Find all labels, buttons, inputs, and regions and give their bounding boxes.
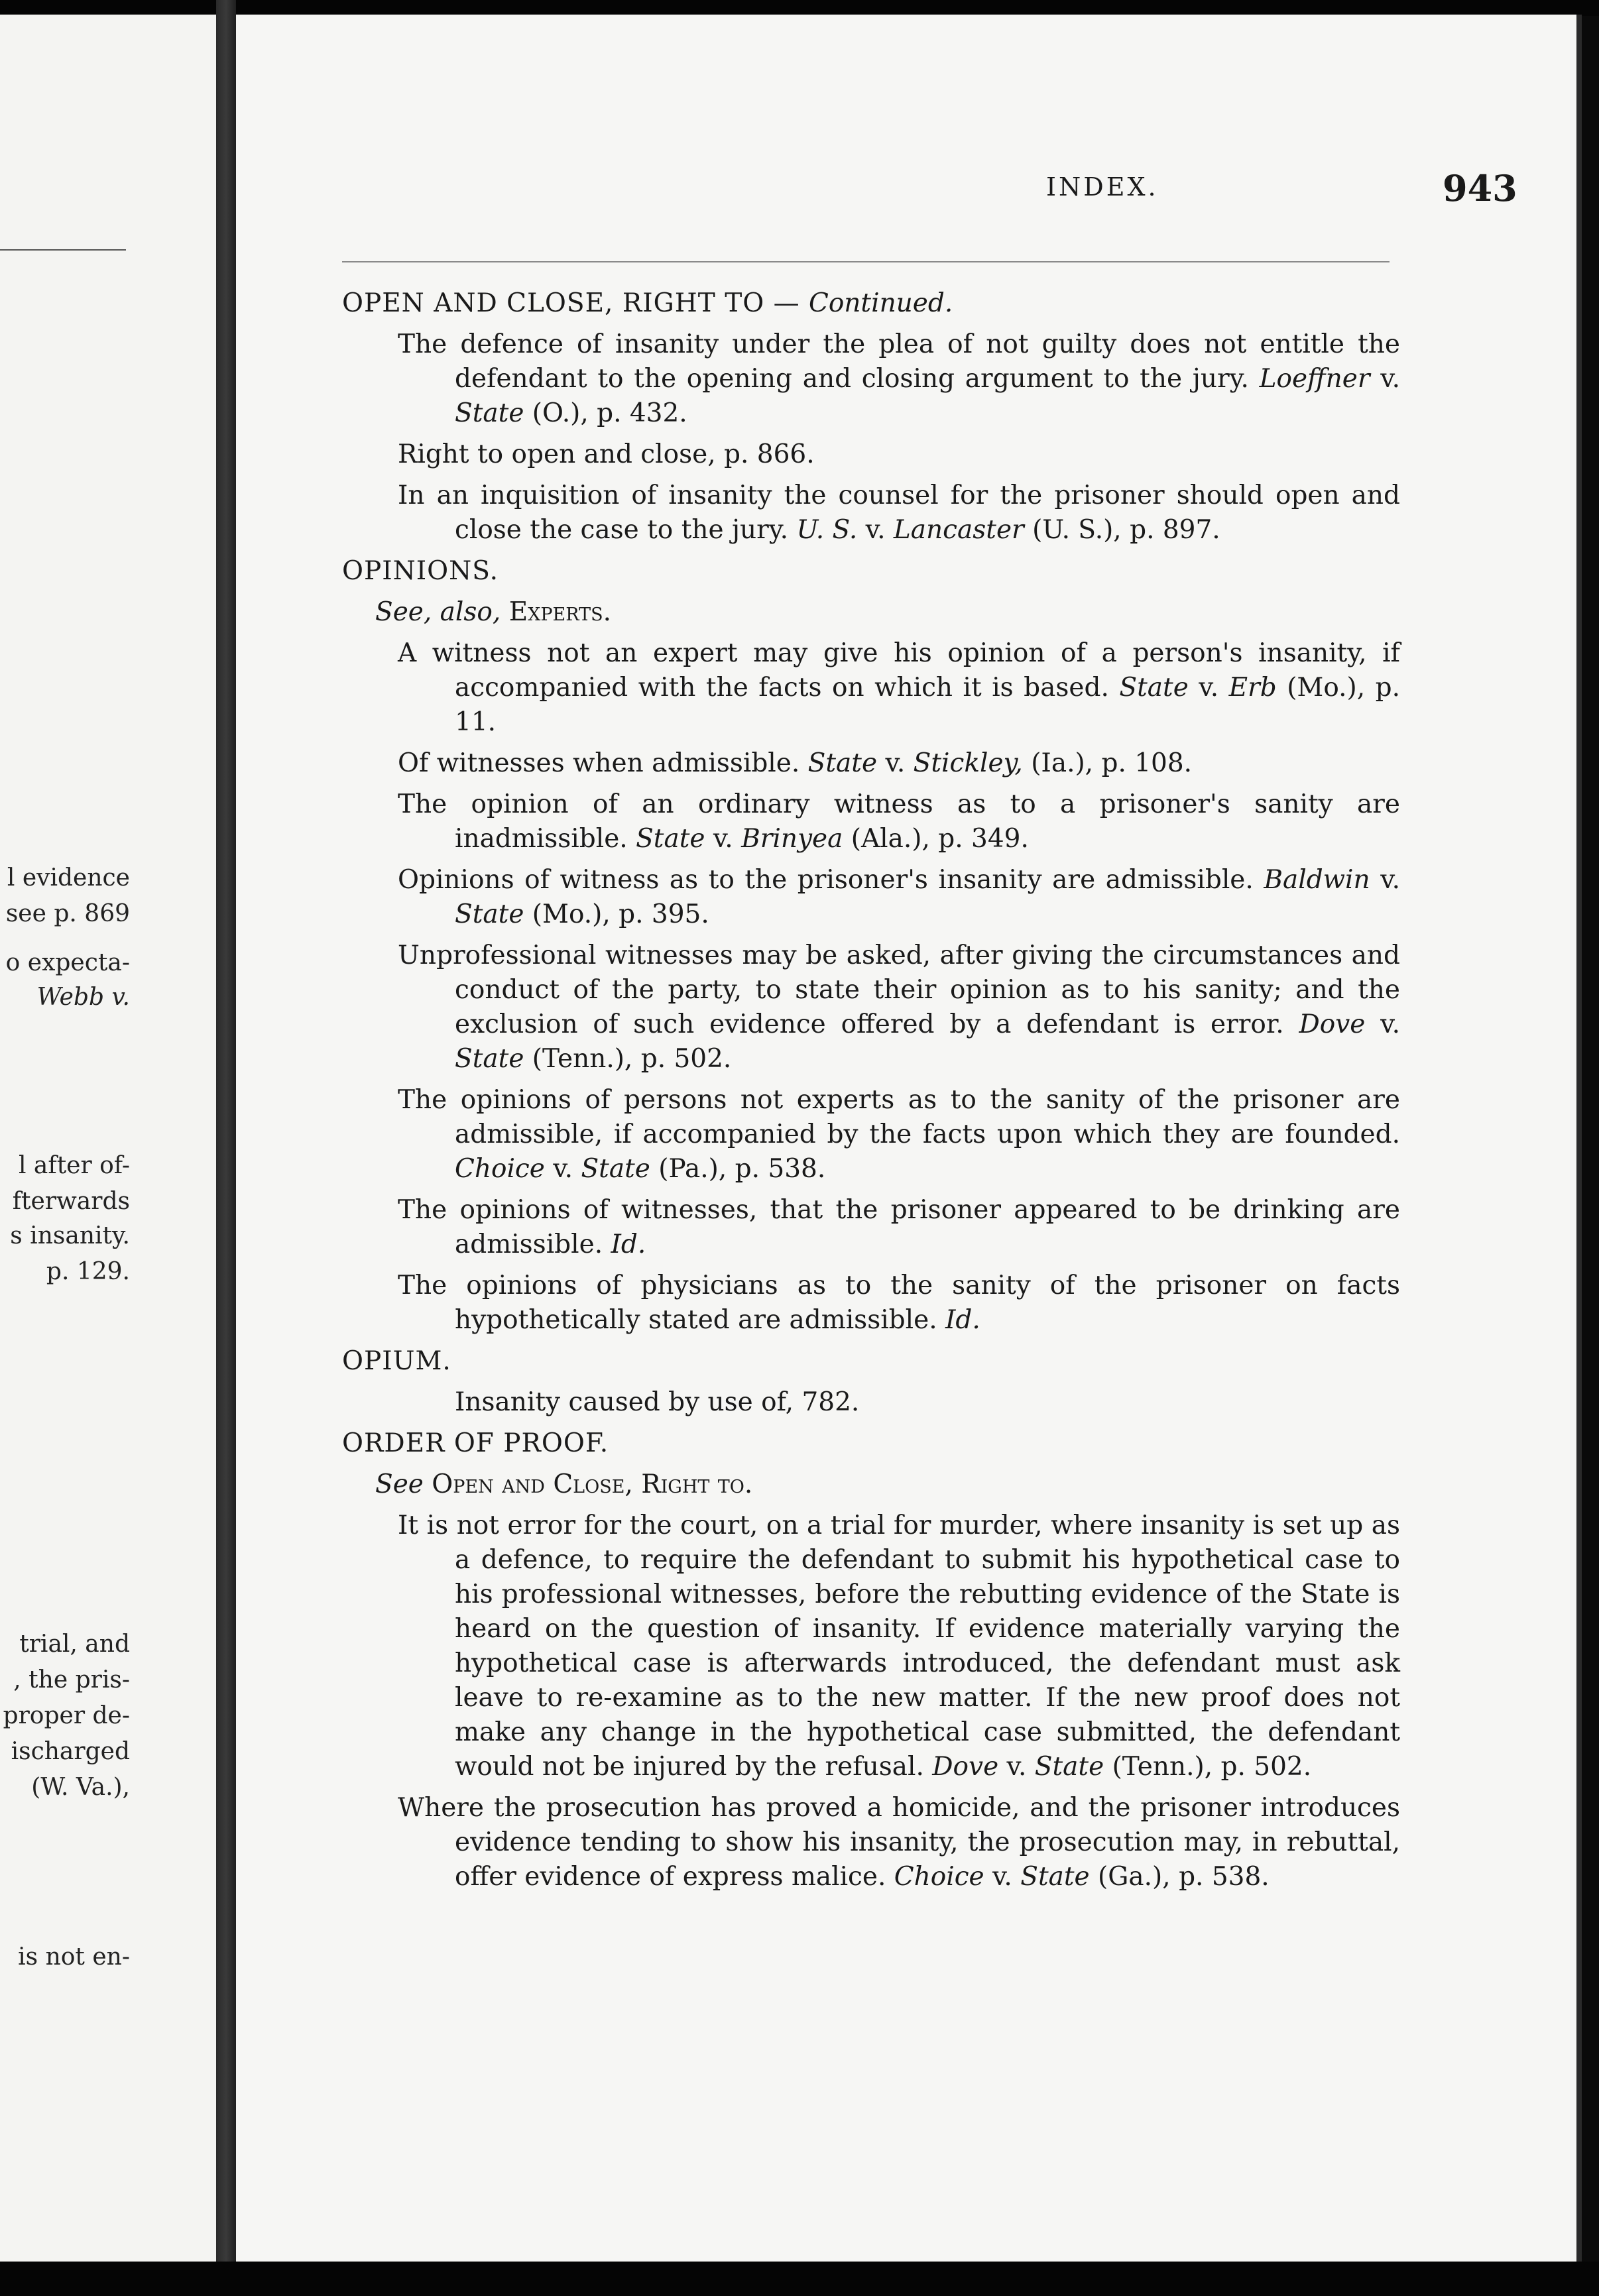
- left-fragment-line: l after of-: [18, 1152, 130, 1179]
- page-header: [342, 167, 1599, 212]
- book-gutter: [216, 0, 236, 2296]
- running-head: INDEX.: [1046, 172, 1159, 201]
- see-reference: See Open and Close, Right to.: [375, 1469, 753, 1499]
- index-page: [236, 15, 1582, 2267]
- index-entry: Unprofessional witnesses may be asked, after giving the circumstances and conduct of the party, to state their opinion as to his sanity; and the exclusion of such evidence offered by a defendant is error. Dove v. State (Tenn.), p. 502.: [398, 941, 1400, 1074]
- index-entry: The defence of insanity under the plea of not guilty does not entitle the defendant to the opening and closing argument to the jury. Loeffner v. State (O.), p. 432.: [398, 329, 1401, 428]
- index-section-order-of-proof: [342, 1426, 1400, 1894]
- index-entry: Of witnesses when admissible. State v. Stickley, (Ia.), p. 108.: [398, 748, 1193, 778]
- index-entry: Insanity caused by use of, 782.: [455, 1387, 860, 1417]
- index-entry: Where the prosecution has proved a homicide, and the prisoner introduces evidence tending to show his insanity, the prosecution may, in rebuttal, offer evidence of express malice. Choice v. State (Ga.), p. 538.: [398, 1793, 1400, 1892]
- scan-top-border: [0, 0, 1599, 16]
- left-fragment-line: proper de-: [3, 1702, 130, 1729]
- index-section-opium: [342, 1344, 1400, 1420]
- index-entry: It is not error for the court, on a trial for murder, where insanity is set up as a defence, to require the defendant to submit his hypothetical case to his professional witnesses, before the rebutting evidence of the State is heard on the question of insanity. If evidence materially varying the hypothetical case is afterwards introduced, the defendant must ask leave to re-examine as to the new matter. If the new proof does not make any change in the hypothetical case submitted, the defendant would not be injured by the refusal. Dove v. State (Tenn.), p. 502.: [398, 1511, 1400, 1782]
- section-heading: OPEN AND CLOSE, RIGHT TO — Continued.: [342, 288, 953, 318]
- left-fragment-line: see p. 869: [5, 900, 130, 927]
- scan-bottom-border: [0, 2262, 1599, 2296]
- left-fragment-line: o expecta-: [5, 949, 130, 976]
- left-fragment-line: fterwards: [12, 1188, 130, 1215]
- index-entry: The opinions of physicians as to the sanity of the prisoner on facts hypothetically stated are admissible. Id.: [398, 1271, 1400, 1335]
- index-entry: The opinion of an ordinary witness as to a prisoner's sanity are inadmissible. State v. Brinyea (Ala.), p. 349.: [398, 789, 1400, 854]
- page-right-edge: [1576, 15, 1582, 2267]
- index-section-open-and-close: [342, 286, 1400, 547]
- index-entry: A witness not an expert may give his opinion of a person's insanity, if accompanied with the facts on which it is based. State v. Erb (Mo.), p. 11.: [398, 638, 1401, 737]
- index-entry: In an inquisition of insanity the counsel for the prisoner should open and close the case to the jury. U. S. v. Lancaster (U. S.), p. 897.: [398, 481, 1400, 545]
- left-facing-page: [0, 15, 216, 2262]
- section-heading: ORDER OF PROOF.: [342, 1428, 609, 1458]
- section-heading: OPINIONS.: [342, 556, 499, 586]
- left-fragment-line: is not en-: [18, 1943, 130, 1971]
- index-content: [342, 286, 1400, 1901]
- left-fragment-line: trial, and: [19, 1631, 130, 1658]
- page-number: 943: [1443, 167, 1517, 209]
- left-fragment-line: , the pris-: [13, 1666, 130, 1693]
- index-entry: The opinions of witnesses, that the prisoner appeared to be drinking are admissible. Id.: [398, 1195, 1400, 1259]
- header-rule: [342, 261, 1390, 262]
- left-fragment-line: (W. Va.),: [31, 1774, 130, 1801]
- index-entry: Right to open and close, p. 866.: [398, 439, 815, 469]
- left-fragment-line: p. 129.: [46, 1258, 130, 1285]
- left-fragment-line: s insanity.: [10, 1222, 130, 1249]
- index-section-opinions: [342, 554, 1400, 1338]
- left-page-rule: [0, 249, 126, 251]
- index-entry: Opinions of witness as to the prisoner's insanity are admissible. Baldwin v. State (Mo.), p. 395.: [398, 865, 1400, 929]
- index-entry: The opinions of persons not experts as to the sanity of the prisoner are admissible, if accompanied by the facts upon which they are founded. Choice v. State (Pa.), p. 538.: [398, 1085, 1400, 1184]
- left-fragment-line: Webb v.: [36, 984, 130, 1011]
- left-fragment-line: ischarged: [11, 1738, 130, 1765]
- left-fragment-line: l evidence: [7, 864, 130, 891]
- section-heading: OPIUM.: [342, 1346, 451, 1376]
- see-also-reference: See, also, Experts.: [375, 597, 612, 627]
